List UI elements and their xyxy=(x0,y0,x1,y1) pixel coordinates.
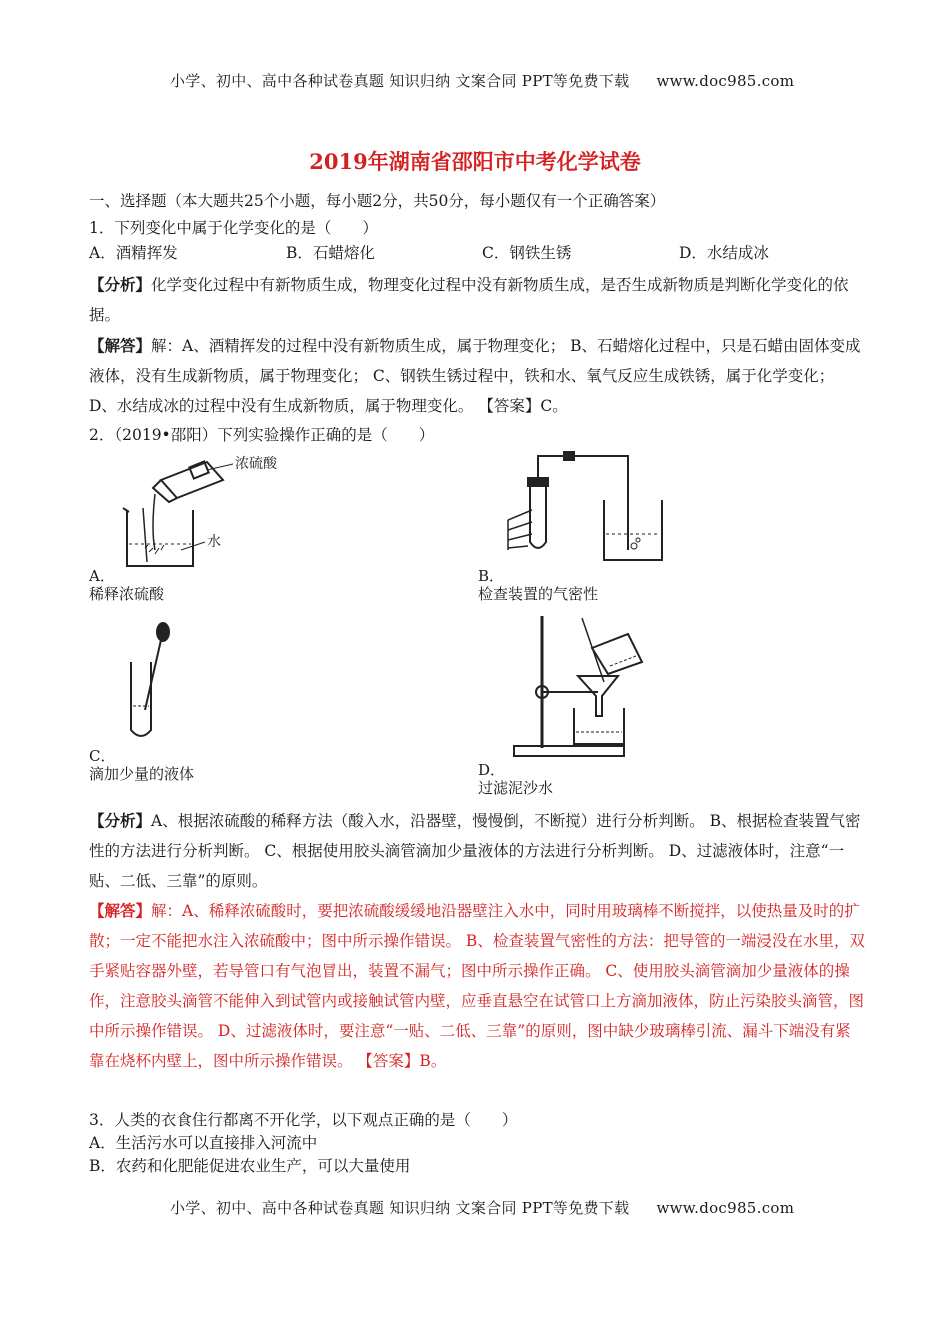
figure-c-drawing xyxy=(89,622,209,747)
q2-answer-tag: 【解答】 xyxy=(89,901,152,920)
figure-b-caption: 检查装置的气密性 xyxy=(478,585,599,603)
q1-option-c: C．钢铁生锈 xyxy=(482,244,572,262)
q1-answer xyxy=(89,331,865,421)
figure-c xyxy=(89,622,289,787)
q3-option-b: B．农药和化肥能促进农业生产，可以大量使用 xyxy=(89,1157,411,1175)
q1-option-a: A．酒精挥发 xyxy=(89,244,178,262)
footer-text: 小学、初中、高中各种试卷真题 知识归纳 文案合同 PPT等免费下载 xyxy=(170,1199,630,1217)
q1-answer-text: 解：A、酒精挥发的过程中没有新物质生成，属于物理变化； B、石蜡熔化过程中，只是石蜡由固体变成液体，没有生成新物质，属于物理变化； C、钢铁生锈过程中，铁和水、氧气反应生成铁锈，属于化学变化； D、水结成冰的过程中没有生成新物质，属于物理变化。 【答案】C。 xyxy=(89,337,861,415)
header-url: www.doc985.com xyxy=(656,72,795,90)
figure-b-letter: B． xyxy=(478,567,505,585)
figure-d xyxy=(478,612,678,802)
q3-option-a: A．生活污水可以直接排入河流中 xyxy=(89,1134,318,1152)
figure-d-caption: 过滤泥沙水 xyxy=(478,779,554,797)
q2-analysis-text: A、根据浓硫酸的稀释方法（酸入水，沿器壁，慢慢倒，不断搅）进行分析判断。 B、根据检查装置气密性的方法进行分析判断。 C、根据使用胶头滴管滴加少量液体的方法进行分析判断。 D、过滤液体时，注意“一贴、二低、三靠”的原则。 xyxy=(89,812,861,890)
q1-stem: 1．下列变化中属于化学变化的是（ ） xyxy=(89,219,378,237)
q2-analysis xyxy=(89,806,865,896)
figure-a-acid-label: 浓硫酸 xyxy=(235,456,277,472)
page-title: 2019年湖南省邵阳市中考化学试卷 xyxy=(309,149,641,174)
figure-d-letter: D． xyxy=(478,761,506,779)
q3-stem: 3．人类的衣食住行都离不开化学，以下观点正确的是（ ） xyxy=(89,1111,518,1129)
figure-a xyxy=(89,450,329,610)
figure-a-letter: A． xyxy=(89,567,115,585)
q2-answer xyxy=(89,896,865,1076)
q1-analysis xyxy=(89,270,865,330)
figure-c-letter: C． xyxy=(89,747,116,765)
page-header xyxy=(170,70,794,91)
figure-d-drawing xyxy=(478,612,678,762)
figure-a-drawing xyxy=(89,450,329,580)
q2-answer-text: 解：A、稀释浓硫酸时，要把浓硫酸缓缓地沿器壁注入水中，同时用玻璃棒不断搅拌，以使热量及时的扩散；一定不能把水注入浓硫酸中；图中所示操作错误。 B、检查装置气密性的方法：把导管的一端浸没在水里，双手紧贴容器外壁，若导管口有气泡冒出，装置不漏气；图中所示操作正确。 C、使用胶头滴管滴加少量液体的操作，注意胶头滴管不能伸入到试管内或接触试管内壁，应垂直悬空在试管口上方滴加液体，防止污染胶头滴管，图中所示操作错误。 D、过滤液体时，要注意“一贴、二低、三靠”的原则，图中缺少玻璃棒引流、漏斗下端没有紧靠在烧杯内壁上，图中所示操作错误。 【答案】B。 xyxy=(89,902,865,1070)
q1-option-b: B．石蜡熔化 xyxy=(286,244,375,262)
figure-a-water-label: 水 xyxy=(207,534,221,550)
footer-url: www.doc985.com xyxy=(656,1199,795,1217)
q2-stem: 2．（2019•邵阳）下列实验操作正确的是（ ） xyxy=(89,426,435,444)
page-footer xyxy=(170,1197,794,1218)
q1-option-d: D．水结成冰 xyxy=(679,244,769,262)
section-heading: 一、选择题（本大题共25个小题，每小题2分，共50分，每小题仅有一个正确答案） xyxy=(89,192,666,210)
figure-a-caption: 稀释浓硫酸 xyxy=(89,585,165,603)
q1-analysis-text: 化学变化过程中有新物质生成，物理变化过程中没有新物质生成，是否生成新物质是判断化学变化的依据。 xyxy=(89,276,849,324)
q2-analysis-tag: 【分析】 xyxy=(89,811,152,830)
figure-c-caption: 滴加少量的液体 xyxy=(89,765,195,783)
figure-b-drawing xyxy=(478,450,678,570)
q1-answer-tag: 【解答】 xyxy=(89,336,152,355)
header-text: 小学、初中、高中各种试卷真题 知识归纳 文案合同 PPT等免费下载 xyxy=(170,72,630,90)
q1-analysis-tag: 【分析】 xyxy=(89,275,152,294)
figure-b xyxy=(478,450,678,610)
